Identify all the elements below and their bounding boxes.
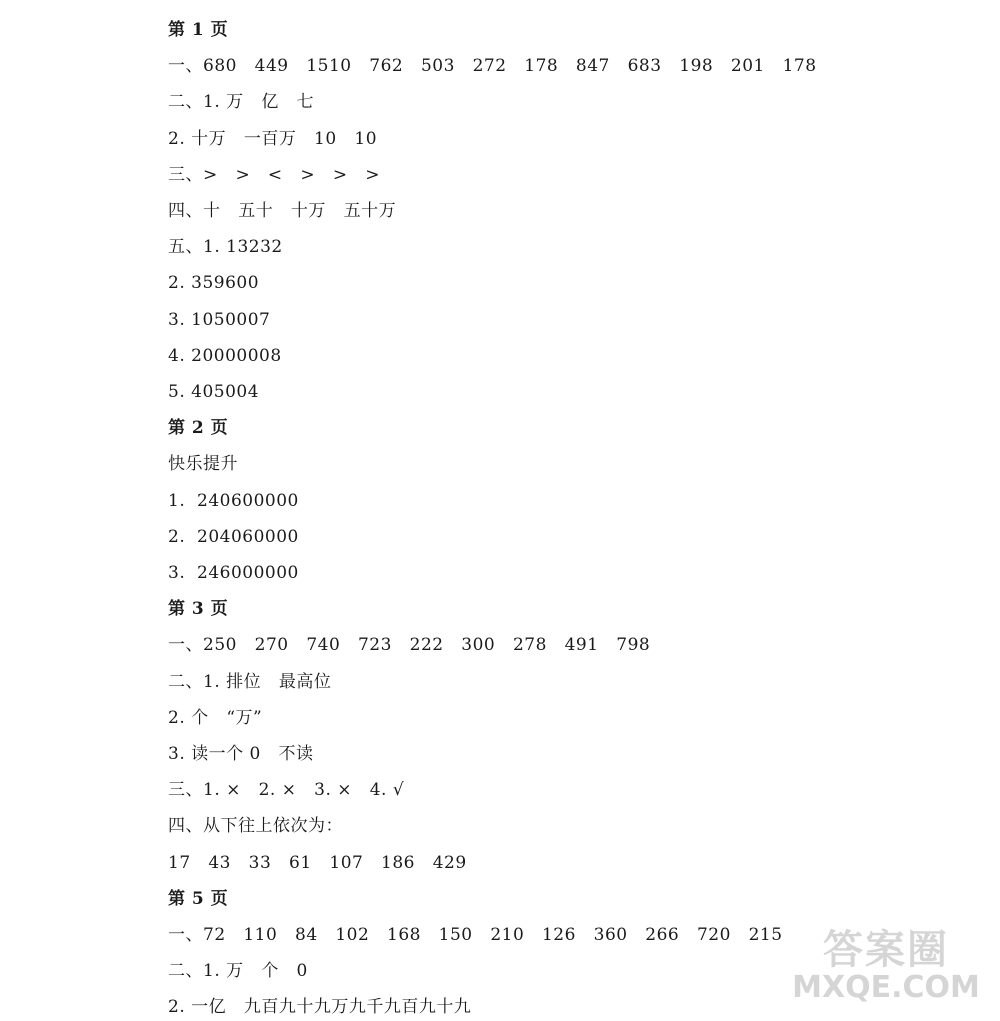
- answer-line: 2. 一亿 九百九十九万九千九百九十九: [168, 997, 472, 1017]
- answer-line: 一、250 270 740 723 222 300 278 491 798: [168, 635, 651, 655]
- answer-line: 17 43 33 61 107 186 429: [168, 853, 467, 873]
- answer-line: 快乐提升: [168, 454, 238, 474]
- answer-line: 三、> > < > > >: [168, 165, 381, 185]
- page-section-heading: 第 5 页: [168, 889, 229, 909]
- answer-line: 1. 240600000: [168, 491, 299, 511]
- page-section-heading: 第 2 页: [168, 418, 229, 438]
- answer-line: 2. 十万 一百万 10 10: [168, 129, 378, 149]
- watermark-top-text: 答案圈: [823, 927, 949, 973]
- watermark-logo: [786, 918, 986, 1013]
- answer-line: 二、1. 万 个 0: [168, 961, 308, 981]
- answer-line: 一、680 449 1510 762 503 272 178 847 683 198 201 178: [168, 56, 817, 76]
- answer-line: 2. 359600: [168, 273, 260, 293]
- answer-line: 2. 个 “万”: [168, 708, 263, 728]
- page-section-heading: 第 1 页: [168, 20, 229, 40]
- answer-line: 四、十 五十 十万 五十万: [168, 201, 397, 221]
- answer-line: 五、1. 13232: [168, 237, 283, 257]
- answer-line: 一、72 110 84 102 168 150 210 126 360 266 720 215: [168, 925, 783, 945]
- answer-line: 二、1. 万 亿 七: [168, 92, 315, 112]
- answer-line: 3. 1050007: [168, 310, 271, 330]
- answer-line: 四、从下往上依次为：: [168, 816, 343, 836]
- answer-line: 三、1. × 2. × 3. × 4. √: [168, 780, 405, 800]
- answer-line: 3. 读一个 0 不读: [168, 744, 314, 764]
- watermark-bottom-text: MXQE.COM: [792, 970, 980, 1005]
- answer-line: 2. 204060000: [168, 527, 299, 547]
- answer-line: 二、1. 排位 最高位: [168, 672, 332, 692]
- answer-line: 5. 405004: [168, 382, 260, 402]
- page-section-heading: 第 3 页: [168, 599, 229, 619]
- answer-line: 3. 246000000: [168, 563, 299, 583]
- answer-line: 4. 20000008: [168, 346, 282, 366]
